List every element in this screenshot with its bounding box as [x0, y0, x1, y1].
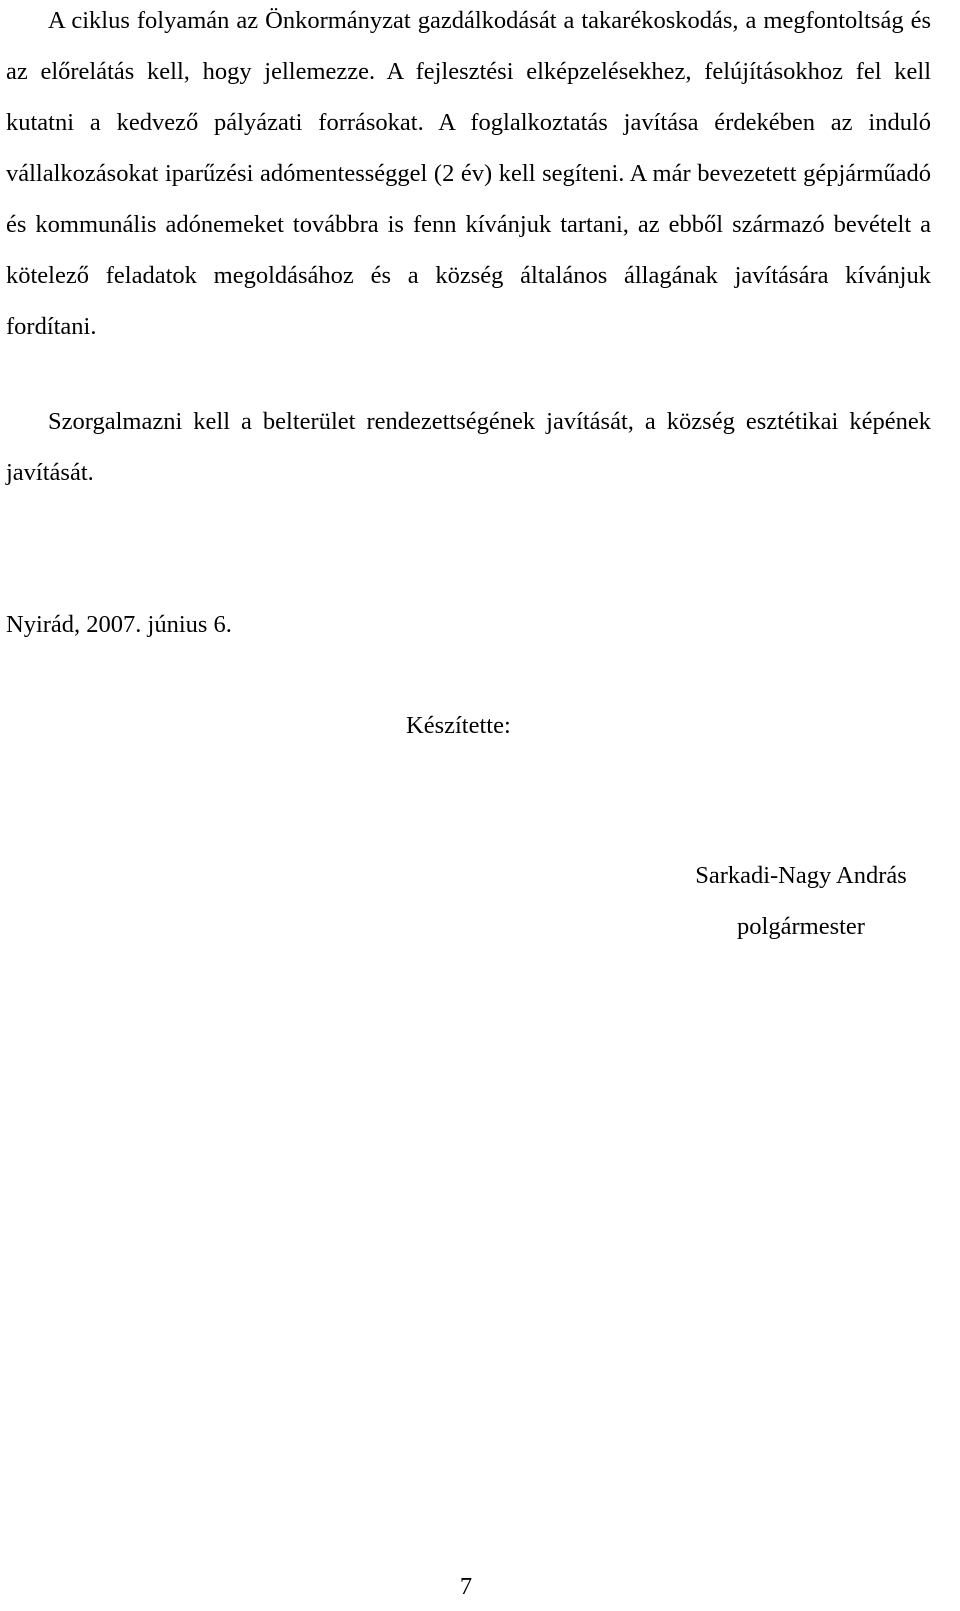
signatory-title: polgármester	[737, 913, 865, 940]
body-paragraph-budget-policy: A ciklus folyamán az Önkormányzat gazdálkodását a takarékoskodás, a megfontoltság és az előrelátás kell, hogy jellemezze. A fejlesztési elképzelésekhez, felújításokhoz fel kell kutatni a kedvező pályázati forrásokat. A foglalkoztatás javítása érdekében az induló vállalkozásokat iparűzési adómentességgel (2 év) kell segíteni. A már bevezetett gépjárműadó és kommunális adónemeket továbbra is fenn kívánjuk tartani, az ebből származó bevételt a kötelező feladatok megoldásához és a község általános állagának javítására kívánjuk fordítani.	[6, 7, 931, 340]
place-and-date: Nyirád, 2007. június 6.	[6, 611, 232, 638]
signatory-name: Sarkadi-Nagy András	[695, 862, 907, 889]
prepared-by-label: Készítette:	[406, 712, 511, 739]
page-number: 7	[459, 1573, 473, 1600]
body-paragraph-village-improvement: Szorgalmazni kell a belterület rendezettségének javítását, a község esztétikai képének javítását.	[6, 408, 931, 486]
document-page	[6, 0, 931, 1611]
signature-block	[666, 850, 936, 952]
